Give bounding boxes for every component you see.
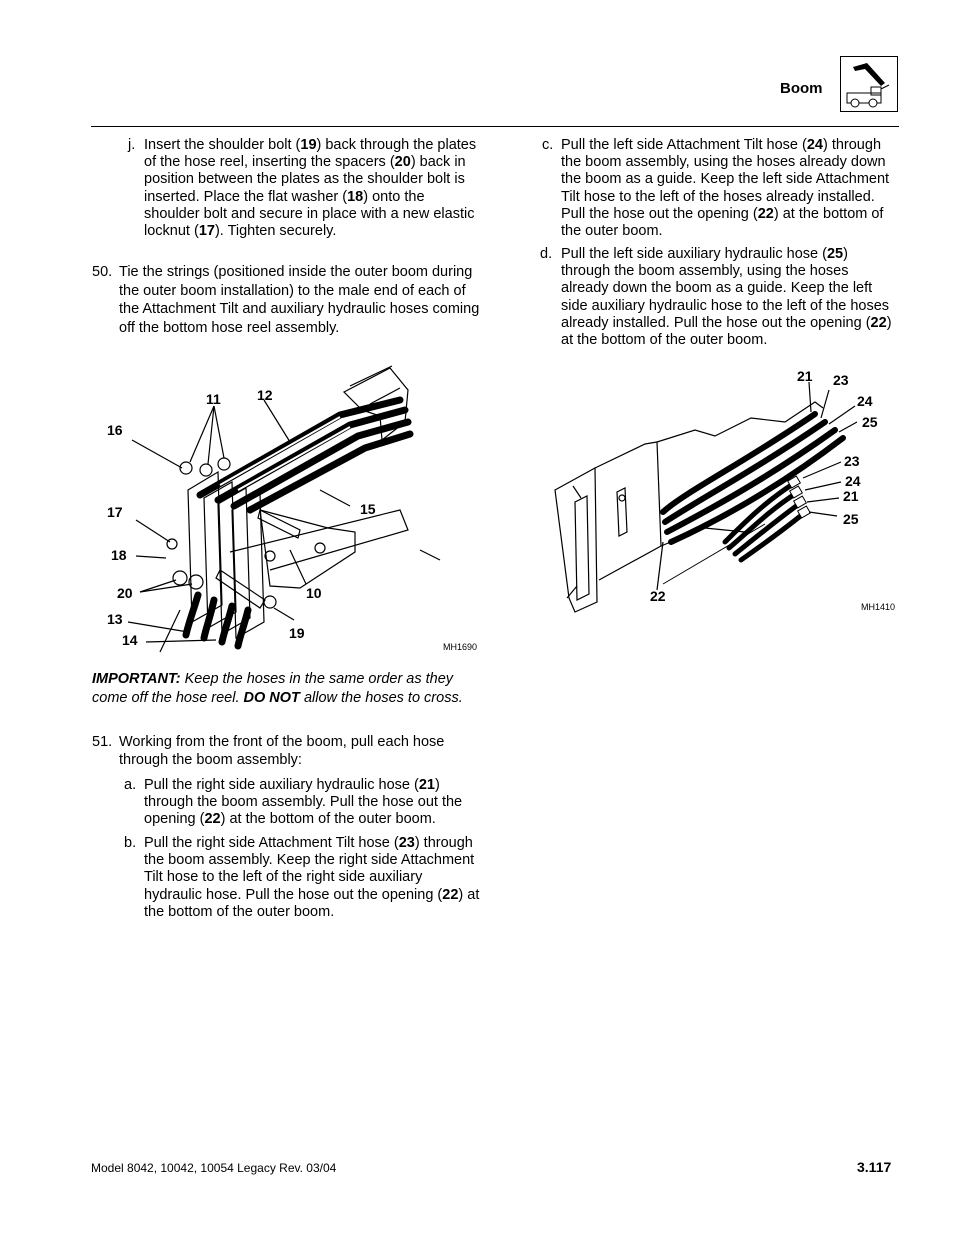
callout-15: 15 [360, 501, 376, 517]
section-title: Boom [780, 80, 823, 97]
callout-18: 18 [111, 547, 127, 563]
callout-25a: 25 [862, 414, 878, 430]
boom-hose-routing-figure [545, 362, 905, 622]
callout-10: 10 [306, 585, 322, 601]
callout-16: 16 [107, 422, 123, 438]
figure1-callouts [107, 387, 477, 652]
callout-11: 11 [206, 391, 221, 407]
callout-12: 12 [257, 387, 273, 403]
callout-24a: 24 [857, 393, 873, 409]
callout-25b: 25 [843, 511, 859, 527]
figure2-id: MH1410 [861, 602, 896, 612]
callout-leaders-2 [657, 382, 857, 590]
callout-23a: 23 [833, 372, 849, 388]
important-note: IMPORTANT: Keep the hoses in the same order as they come off the hose reel. DO NOT allow the hoses to cross. [92, 671, 463, 706]
telehandler-boom-icon [840, 56, 898, 112]
hose-reel-figure [100, 360, 490, 660]
footer-model: Model 8042, 10042, 10054 Legacy Rev. 03/04 [91, 1161, 337, 1175]
page-number: 3.117 [857, 1159, 892, 1175]
hoses-in-boom [663, 414, 843, 542]
callout-20: 20 [117, 585, 133, 601]
callout-14: 14 [122, 632, 138, 648]
callout-21b: 21 [843, 488, 859, 504]
callout-22: 22 [650, 588, 666, 604]
callout-21a: 21 [797, 368, 813, 384]
callout-17: 17 [107, 504, 123, 520]
callout-leaders [128, 400, 350, 642]
callout-23b: 23 [844, 453, 860, 469]
callout-24b: 24 [845, 473, 861, 489]
callout-19: 19 [289, 625, 305, 641]
header-rule [91, 126, 899, 127]
callout-13: 13 [107, 611, 123, 627]
figure1-id: MH1690 [443, 642, 478, 652]
